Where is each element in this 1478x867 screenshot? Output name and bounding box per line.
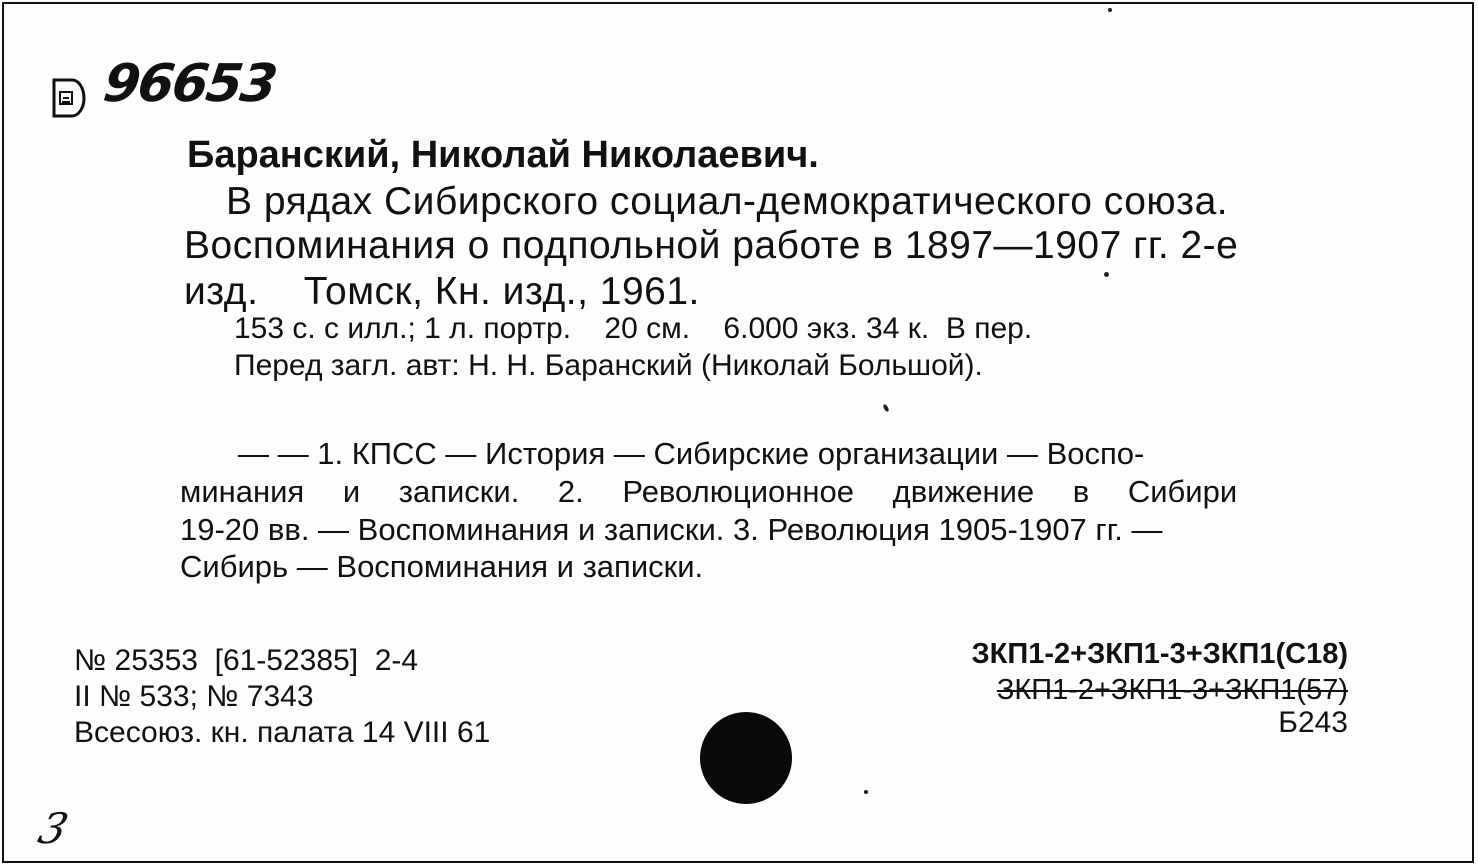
title-line-3: изд. Томск, Кн. изд., 1961. [184,270,700,313]
title-note: Перед загл. авт: Н. Н. Баранский (Николай Большой). [234,349,983,382]
classification-index-struck: ЗКП1-2+ЗКП1-3+ЗКП1(57) [996,674,1348,706]
title-line-1: В рядах Сибирского социал-демократического союза. [226,180,1229,223]
registry-line-1: № 25353 [61-52385] 2-4 [74,644,419,677]
title-line-2: Воспоминания о подпольной работе в 1897—1907 гг. 2-е [184,224,1239,267]
subject-line-3: 19-20 вв. — Воспоминания и записки. 3. Революция 1905-1907 гг. — [180,512,1163,547]
catalog-card [2,2,1474,863]
library-stamp-icon [48,76,88,120]
registry-line-2: II № 533; № 7343 [74,680,314,713]
subject-line-1: — — 1. КПСС — История — Сибирские организации — Воспо- [238,436,1145,471]
registry-line-3: Всесоюз. кн. палата 14 VIII 61 [74,716,491,749]
punch-hole [700,712,792,804]
speck [864,790,868,794]
speck [1108,8,1112,12]
inventory-number: 96653 [99,54,280,114]
subject-line-4: Сибирь — Воспоминания и записки. [180,549,704,584]
classification-index: ЗКП1-2+ЗКП1-3+ЗКП1(С18) [971,638,1348,670]
physical-description: 153 с. с илл.; 1 л. портр. 20 см. 6.000 экз. 34 к. В пер. [234,312,1033,345]
author-mark: Б243 [1278,706,1348,739]
subject-line-2: минания и записки. 2. Революционное движение в Сибири [180,474,1238,509]
author-heading: Баранский, Николай Николаевич. [187,134,819,176]
speck [1104,272,1109,277]
speck [882,404,889,413]
handwritten-mark: 3 [33,804,74,853]
